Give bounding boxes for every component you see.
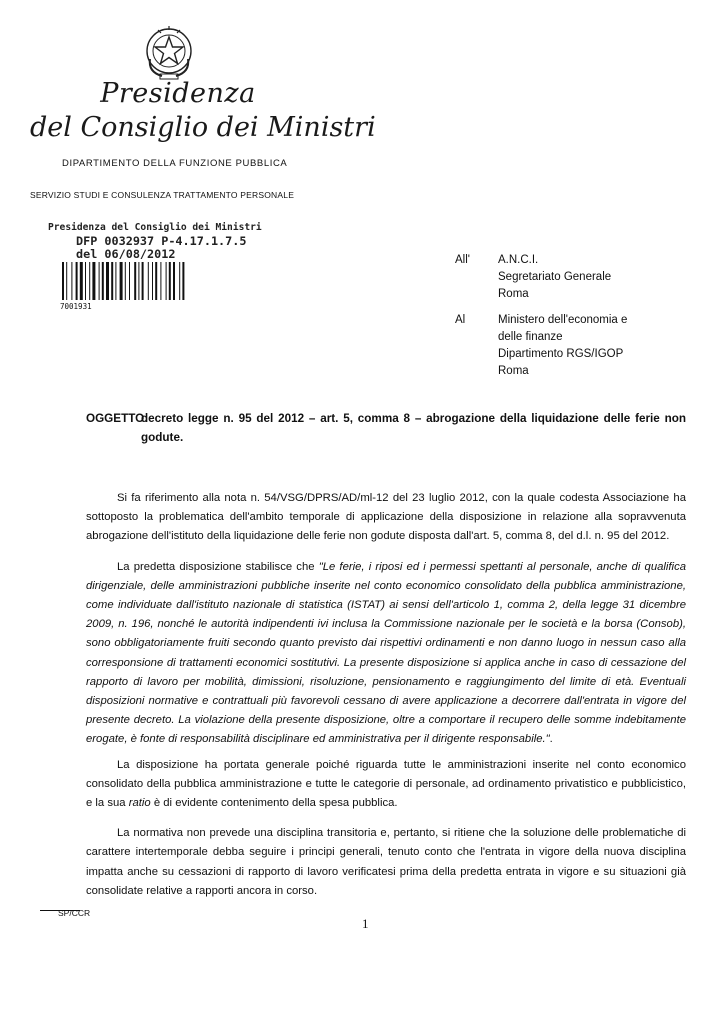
barcode-icon: [60, 262, 220, 300]
paragraph-text: è di evidente contenimento della spesa pubblica.: [150, 797, 398, 810]
recipient-line: Dipartimento RGS/IGOP: [498, 348, 624, 360]
subject-label: OGGETTO:: [86, 412, 149, 425]
recipient-line: Ministero dell'economia e: [498, 314, 628, 326]
paragraph: [86, 558, 686, 750]
recipient-line: Roma: [498, 288, 529, 300]
stamp-protocol-number: DFP 0032937 P-4.17.1.7.5: [76, 234, 247, 248]
stamp-line-1: Presidenza del Consiglio dei Ministri: [48, 222, 262, 233]
paragraph-text: La disposizione ha portata generale poiché riguarda tutte le amministrazioni inserite nel conto economico consolidato della pubblica amministrazione e tutte le categorie di personale, ad ordinamento privatistico e pubblicistico, e la sua: [86, 758, 686, 810]
recipient-prefix: Al: [455, 314, 466, 326]
recipient-prefix: All': [455, 254, 470, 266]
letterhead-title-line1: Presidenza: [100, 78, 256, 109]
barcode-number: 7001931: [60, 302, 92, 311]
protocol-stamp: [48, 220, 262, 261]
author-reference: SP/CCR: [58, 908, 91, 918]
subject: [86, 409, 686, 447]
paragraph-italic: ratio: [128, 797, 151, 810]
recipient-block: [498, 312, 627, 380]
paragraph-intro: La predetta disposizione stabilisce che: [117, 560, 319, 573]
recipient-line: A.N.C.I.: [498, 254, 539, 266]
letterhead-title-line2: del Consiglio dei Ministri: [30, 112, 376, 143]
service-name: SERVIZIO STUDI E CONSULENZA TRATTAMENTO PERSONALE: [30, 190, 295, 200]
recipient-line: Segretariato Generale: [498, 271, 612, 283]
recipient-block: [498, 252, 611, 303]
department-name: DIPARTIMENTO DELLA FUNZIONE PUBBLICA: [62, 158, 288, 169]
subject-text: decreto legge n. 95 del 2012 – art. 5, comma 8 – abrogazione della liquidazione delle ferie non godute.: [141, 412, 686, 444]
paragraph-end: .: [549, 733, 553, 746]
italian-republic-emblem-icon: [144, 24, 194, 82]
quoted-law-text: "Le ferie, i riposi ed i permessi spettanti al personale, anche di qualifica dirigenziale, delle amministrazioni pubbliche inserite nel conto economico consolidato della pubblica amministrazione, come individuate dall'istituto nazionale di statistica (ISTAT) ai sensi dell'articolo 1, comma 2, della legge 31 dicembre 2009, n. 196, nonché le autorità indipendenti ivi inclusa la Commissione nazionale per le società e la borsa (Consob), sono obbligatoriamente fruiti secondo quanto previsto dai rispettivi ordinamenti e non danno luogo in nessun caso alla corresponsione di trattamenti economici sostitutivi. La presente disposizione si applica anche in caso di cessazione del rapporto di lavoro per mobilità, dimissioni, risoluzione, pensionamento e raggiungimento del limite di età. Eventuali disposizioni normative e contrattuali più favorevoli cessano di avere applicazione a decorrere dall'entrata in vigore del presente decreto. La violazione della presente disposizione, oltre a comportare il recupero delle somme indebitamente erogate, è fonte di responsabilità disciplinare ed amministrativa per il dirigente responsabile.": [86, 560, 686, 746]
paragraph: Si fa riferimento alla nota n. 54/VSG/DPRS/AD/ml-12 del 23 luglio 2012, con la quale codesta Associazione ha sottoposto la problematica dell'ambito temporale di applicazione della disposizione in relazione alla sopravvenuta abrogazione dell'istituto della liquidazione delle ferie non godute disposta dall'art. 5, comma 8, del d.l. n. 95 del 2012.: [86, 492, 686, 543]
recipient-line: Roma: [498, 365, 529, 377]
page-number: 1: [362, 916, 369, 931]
paragraph: La normativa non prevede una disciplina transitoria e, pertanto, si ritiene che la soluzione delle problematiche di carattere intertemporale debba seguire i principi generali, tenuto conto che l'entrata in vigore della nuova disciplina impatta anche su cessazioni di rapporto di lavoro verificatesi prima della predetta entrata in vigore e su situazioni già consolidate relative a rapporti ancora in corso.: [86, 827, 686, 897]
stamp-date: del 06/08/2012: [76, 247, 176, 261]
letter-body: [86, 489, 686, 912]
recipient-line: delle finanze: [498, 331, 563, 343]
paragraph: [86, 756, 686, 814]
